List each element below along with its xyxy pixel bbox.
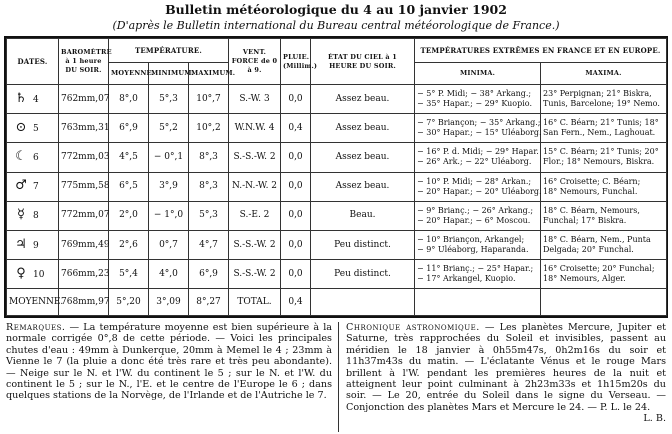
rain-cell: 0,0: [281, 85, 311, 114]
temp-min-cell: 0°,7: [149, 230, 189, 259]
astronomy-body: — Les planètes Mercure, Jupiter et Saturne, très rapprochées du Soleil et invisibles, passent au méridien le 18 janvier à 0h55m47s, 0h2m16s du soir et 11h37m43s du matin. — L'éclatante Vénus et le rouge Mars brillent à l'W. pendant les premières heures de la nuit et atteignent leur point culminant à 2h23m33s et 1h15m20s du soir. — Le 20, entrée du Soleil dans le signe du Verseau. — Conjonction des planètes Mars et Mercure le 24. — P. L. le 24.: [346, 322, 666, 413]
day-number: 5: [33, 123, 39, 134]
weekday-symbol-icon: ☿: [17, 207, 25, 223]
temp-mean-cell: 5°,4: [109, 260, 149, 289]
bulletin-subtitle: (D'après le Bulletin international du Bureau central météorologique de France.): [112, 19, 560, 32]
extreme-min-line: − 10° P. Midi; − 28° Arkan.;: [417, 176, 532, 186]
totals-temp-mean: 5°,20: [109, 289, 149, 316]
barometer-cell: 766mm,23: [59, 260, 109, 289]
totals-rain: 0,4: [281, 289, 311, 316]
wind-cell: S.-S.-W. 2: [229, 230, 281, 259]
header-dates: DATES.: [7, 39, 59, 85]
rain-cell: 0,0: [281, 260, 311, 289]
temp-mean-cell: 8°,0: [109, 85, 149, 114]
day-number: 7: [33, 182, 39, 193]
temp-min-cell: − 1°,0: [149, 201, 189, 230]
day-number: 10: [33, 269, 45, 280]
extreme-max-cell: [541, 201, 667, 230]
header-temp-mean: MOYENNE.: [109, 63, 149, 85]
astronomy-note: [346, 322, 666, 425]
sky-cell: Assez beau.: [311, 143, 415, 172]
extreme-max-line: Funchal; 17° Biskra.: [543, 215, 627, 225]
wind-cell: S.-S.-W. 2: [229, 260, 281, 289]
temp-mean-cell: 6°,9: [109, 114, 149, 143]
totals-empty: [541, 289, 667, 316]
header-sky: ÉTAT DU CIEL à 1 HEURE DU SOIR.: [311, 39, 415, 85]
wind-cell: N.-N.-W. 2: [229, 172, 281, 201]
extreme-min-cell: [415, 260, 541, 289]
extreme-max-line: 18° Nemours, Funchal.: [543, 186, 638, 196]
extreme-max-line: Flor.; 18° Nemours, Biskra.: [543, 157, 655, 167]
barometer-cell: 772mm,07: [59, 201, 109, 230]
sky-cell: Assez beau.: [311, 172, 415, 201]
remarks-note: [6, 322, 332, 402]
wind-cell: W.N.W. 4: [229, 114, 281, 143]
extreme-min-line: − 5° P. Midi; − 38° Arkang.;: [417, 89, 532, 99]
sky-cell: Beau.: [311, 201, 415, 230]
table-row: [7, 201, 667, 230]
header-temperature: TEMPÉRATURE.: [109, 39, 229, 63]
barometer-cell: 769mm,49: [59, 230, 109, 259]
extreme-max-cell: [541, 230, 667, 259]
extreme-min-cell: [415, 143, 541, 172]
extreme-min-cell: [415, 114, 541, 143]
extreme-min-cell: [415, 172, 541, 201]
table-row: [7, 143, 667, 172]
temp-max-cell: 10°,2: [189, 114, 229, 143]
header-temp-max: MAXIMUM.: [189, 63, 229, 85]
header-ext-min: MINIMA.: [415, 63, 541, 85]
totals-empty: [311, 289, 415, 316]
bulletin-title: Bulletin météorologique du 4 au 10 janvier 1902: [165, 2, 507, 17]
weekday-symbol-icon: ♀: [16, 265, 26, 281]
table-row: [7, 260, 667, 289]
date-cell: [7, 143, 59, 172]
extreme-min-line: − 9° Uléaborg, Haparanda.: [417, 245, 529, 255]
sky-cell: Assez beau.: [311, 85, 415, 114]
barometer-cell: 772mm,03: [59, 143, 109, 172]
extreme-min-line: − 11° Brianç.; − 25° Hapar.;: [417, 264, 534, 274]
extreme-min-line: − 10° Briançon, Arkangel;: [417, 235, 525, 245]
table-row: [7, 230, 667, 259]
extreme-min-line: − 7° Briançon; − 35° Arkang.;: [417, 118, 541, 128]
totals-row: [7, 289, 667, 316]
date-cell: [7, 201, 59, 230]
rain-cell: 0,0: [281, 230, 311, 259]
extreme-max-line: 18° C. Béarn, Nem., Punta: [543, 235, 651, 245]
extreme-min-cell: [415, 230, 541, 259]
extreme-max-line: 23° Perpignan; 21° Biskra,: [543, 89, 652, 99]
extreme-min-line: − 20° Hapar.; − 6° Moscou.: [417, 215, 531, 225]
header-rain: PLUIE. (Millim.): [281, 39, 311, 85]
extreme-max-line: 15° C. Béarn; 21° Tunis; 20°: [543, 147, 659, 157]
extreme-min-line: − 26° Ark.; − 22° Uléaborg.: [417, 157, 532, 167]
header-extremes: TEMPÉRATURES EXTRÊMES EN FRANCE ET EN EUROPE.: [415, 39, 667, 63]
extreme-min-cell: [415, 201, 541, 230]
extreme-min-line: − 20° Hapar.; − 20° Uléaborg.: [417, 186, 542, 196]
temp-mean-cell: 2°,0: [109, 201, 149, 230]
header-ext-max: MAXIMA.: [541, 63, 667, 85]
date-cell: [7, 85, 59, 114]
extreme-max-cell: [541, 114, 667, 143]
wind-cell: S.-E. 2: [229, 201, 281, 230]
day-number: 6: [33, 152, 39, 163]
weekday-symbol-icon: ♃: [15, 236, 27, 252]
temp-min-cell: 5°,3: [149, 85, 189, 114]
weekday-symbol-icon: ⊙: [15, 119, 27, 135]
rain-cell: 0,0: [281, 172, 311, 201]
date-cell: [7, 172, 59, 201]
temp-min-cell: − 0°,1: [149, 143, 189, 172]
temp-min-cell: 3°,9: [149, 172, 189, 201]
weekday-symbol-icon: ♂: [15, 178, 27, 194]
temp-max-cell: 10°,7: [189, 85, 229, 114]
temp-max-cell: 8°,3: [189, 172, 229, 201]
rain-cell: 0,4: [281, 114, 311, 143]
remarks-body: — La température moyenne est bien supérieure à la normale corrigée 0°,8 de cette période. — Voici les principales chutes d'eau : 49mm à Dunkerque, 20mm à Memel le 4 ; 23mm à Vienne le 7 (la pluie a donc été très rare et très peu abondante). — Neige sur le N. et l'W. du continent le 5 ; sur le N. et l'W. du continent le 5 ; sur le N., l'E. et le centre de l'Europe le 6 ; dans quelques stations de la Norvège, de l'Irlande et de l'Autriche le 7.: [6, 322, 332, 402]
day-number: 9: [33, 240, 39, 251]
date-cell: [7, 230, 59, 259]
extreme-min-line: − 30° Hapar.; − 15° Uléaborg.: [417, 128, 542, 138]
extreme-max-cell: [541, 85, 667, 114]
table-row: [7, 85, 667, 114]
extreme-min-line: − 17° Arkangel, Kuopio.: [417, 274, 516, 284]
temp-max-cell: 5°,3: [189, 201, 229, 230]
extreme-min-line: − 9° Brianç.; − 26° Arkang.;: [417, 205, 534, 215]
sky-cell: Peu distinct.: [311, 260, 415, 289]
temp-max-cell: 8°,3: [189, 143, 229, 172]
extreme-max-line: 16° C. Béarn; 21° Tunis; 18°: [543, 118, 659, 128]
extreme-max-line: 16° Croisette; C. Béarn;: [543, 176, 641, 186]
totals-temp-min: 3°,09: [149, 289, 189, 316]
barometer-cell: 762mm,07: [59, 85, 109, 114]
temp-mean-cell: 6°,5: [109, 172, 149, 201]
totals-empty: [415, 289, 541, 316]
day-number: 8: [33, 211, 39, 222]
temp-mean-cell: 4°,5: [109, 143, 149, 172]
extreme-max-line: 18° Nemours, Alger.: [543, 274, 626, 284]
extreme-max-line: 18° C. Béarn, Nemours,: [543, 205, 640, 215]
temp-max-cell: 6°,9: [189, 260, 229, 289]
extreme-min-line: − 16° P. d. Midi; − 29° Hapar.: [417, 147, 539, 157]
astronomy-heading: Chronique astronomique.: [346, 322, 480, 333]
header-temp-min: MINIMUM.: [149, 63, 189, 85]
temp-max-cell: 4°,7: [189, 230, 229, 259]
weekday-symbol-icon: ♄: [15, 90, 27, 106]
totals-total-label: TOTAL.: [229, 289, 281, 316]
extreme-max-cell: [541, 260, 667, 289]
barometer-cell: 775mm,58: [59, 172, 109, 201]
temp-min-cell: 5°,2: [149, 114, 189, 143]
temp-min-cell: 4°,0: [149, 260, 189, 289]
weather-table: [4, 36, 668, 318]
header-wind: VENT. FORCE de 0 à 9.: [229, 39, 281, 85]
extreme-min-line: − 35° Hapar.; − 29° Kuopio.: [417, 99, 532, 109]
extreme-max-line: San Fern., Nem., Laghouat.: [543, 128, 656, 138]
rain-cell: 0,0: [281, 201, 311, 230]
wind-cell: S.-W. 3: [229, 85, 281, 114]
sky-cell: Assez beau.: [311, 114, 415, 143]
totals-temp-max: 8°,27: [189, 289, 229, 316]
extreme-max-cell: [541, 143, 667, 172]
totals-label: MOYENNE.: [7, 289, 59, 316]
rain-cell: 0,0: [281, 143, 311, 172]
remarks-heading: Remarques.: [6, 322, 66, 333]
barometer-cell: 763mm,31: [59, 114, 109, 143]
table-row: [7, 114, 667, 143]
extreme-max-line: 16° Croisette; 20° Funchal;: [543, 264, 655, 274]
table-row: [7, 172, 667, 201]
temp-mean-cell: 2°,6: [109, 230, 149, 259]
date-cell: [7, 260, 59, 289]
extreme-max-cell: [541, 172, 667, 201]
extreme-min-cell: [415, 85, 541, 114]
day-number: 4: [33, 94, 39, 105]
extreme-max-line: Tunis, Barcelone; 19° Nemo.: [543, 99, 660, 109]
column-divider: [338, 322, 339, 432]
signature: L. B.: [643, 413, 666, 425]
wind-cell: S.-S.-W. 2: [229, 143, 281, 172]
weekday-symbol-icon: ☾: [15, 148, 27, 164]
extreme-max-line: Delgada; 20° Funchal.: [543, 245, 634, 255]
header-barometer: BAROMÈTRE à 1 heure DU SOIR.: [59, 39, 109, 85]
totals-barometer: 768mm,97: [59, 289, 109, 316]
date-cell: [7, 114, 59, 143]
sky-cell: Peu distinct.: [311, 230, 415, 259]
